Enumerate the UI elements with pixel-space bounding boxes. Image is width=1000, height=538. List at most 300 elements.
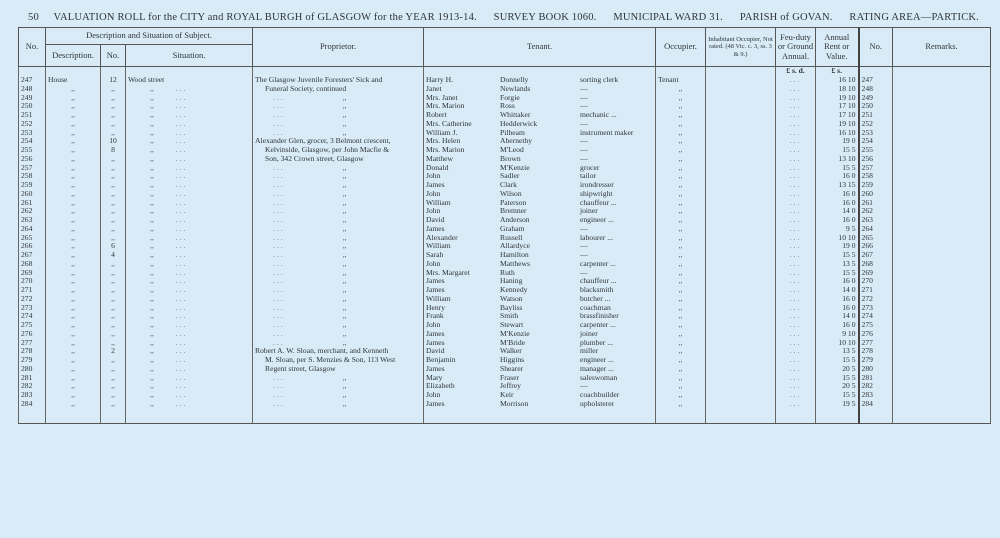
row-number-right: 256 xyxy=(859,155,893,164)
house-number: 4 xyxy=(101,251,126,260)
tenant-occupation: carpenter ... xyxy=(580,320,616,329)
leader-dots: ... xyxy=(175,355,188,364)
description-ditto: ,, xyxy=(46,199,101,208)
house-number-ditto: ,, xyxy=(101,85,126,94)
situation-ditto-mark: ,, xyxy=(150,162,154,172)
occupier-ditto: ,, xyxy=(656,295,706,304)
feu-duty: ... xyxy=(776,225,816,234)
annual-value: 10 10 xyxy=(816,339,859,348)
annual-value: 20 5 xyxy=(816,365,859,374)
annual-units: £ s. xyxy=(816,67,859,77)
occupier-ditto: ,, xyxy=(656,304,706,313)
tenant-occupation: chauffeur ... xyxy=(580,197,617,207)
house-number-ditto: ,, xyxy=(101,260,126,269)
situation-ditto xyxy=(126,242,253,251)
situation-ditto-mark: ,, xyxy=(150,206,154,216)
annual-value: 16 0 xyxy=(816,304,859,313)
inhabitant-occupier xyxy=(706,129,776,138)
tenant-first-name: James xyxy=(426,180,445,189)
situation-ditto xyxy=(126,382,253,391)
tenant-first-name: Janet xyxy=(426,83,442,93)
house-number-ditto: ,, xyxy=(101,181,126,190)
annual-value: 13 15 xyxy=(816,181,859,190)
proprietor-line: Regent street, Glasgow xyxy=(265,363,336,373)
tenant-surname: Whittaker xyxy=(500,110,531,119)
situation-ditto-mark: ,, xyxy=(150,101,154,111)
house-number-ditto: ,, xyxy=(101,155,126,164)
leader-dots: ... xyxy=(175,267,188,277)
tenant-occupation: engineer ... xyxy=(580,355,614,364)
col-desc-group: Description and Situation of Subject. xyxy=(46,28,253,45)
row-number: 249 xyxy=(19,94,46,103)
feu-duty: ... xyxy=(776,382,816,391)
occupier-ditto: ,, xyxy=(656,172,706,181)
situation-ditto xyxy=(126,181,253,190)
annual-value: 19 5 xyxy=(816,400,859,409)
feu-duty: ... xyxy=(776,76,816,85)
tenant xyxy=(424,400,656,409)
tenant xyxy=(424,216,656,225)
tenant-first-name: James xyxy=(426,337,445,347)
tenant-occupation: coachbuilder xyxy=(580,390,620,399)
house-number-ditto: ,, xyxy=(101,216,126,225)
feu-duty: ... xyxy=(776,190,816,199)
proprietor-dots: ... xyxy=(273,101,285,111)
feu-duty: ... xyxy=(776,181,816,190)
house-number-ditto: ,, xyxy=(101,356,126,365)
annual-value: 15 5 xyxy=(816,374,859,383)
tenant-occupation: sorting clerk xyxy=(580,75,619,84)
tenant-first-name: James xyxy=(426,398,445,408)
tenant-first-name: John xyxy=(426,320,441,329)
situation-ditto-mark: ,, xyxy=(150,110,154,119)
house-number-ditto: ,, xyxy=(101,339,126,348)
description-ditto: ,, xyxy=(46,356,101,365)
proprietor-ditto-mark: ,, xyxy=(342,398,347,408)
situation-ditto xyxy=(126,120,253,129)
tenant-surname: Brown xyxy=(500,153,521,163)
tenant-surname: Smith xyxy=(500,311,519,321)
col-tenant: Tenant. xyxy=(424,28,656,67)
tenant-surname: Keir xyxy=(500,390,514,399)
tenant-occupation: — xyxy=(580,118,588,128)
tenant-occupation: brassfinisher xyxy=(580,311,619,321)
row-number: 255 xyxy=(19,146,46,155)
feu-duty: ... xyxy=(776,234,816,243)
tenant-first-name: William xyxy=(426,241,451,251)
tenant-first-name: Mrs. Helen xyxy=(426,136,461,146)
situation-ditto xyxy=(126,321,253,330)
occupier-ditto: ,, xyxy=(656,120,706,129)
situation-ditto xyxy=(126,172,253,181)
inhabitant-occupier xyxy=(706,365,776,374)
occupier-ditto: ,, xyxy=(656,129,706,138)
tenant-surname: Kennedy xyxy=(500,285,528,294)
annual-value: 18 10 xyxy=(816,85,859,94)
annual-value: 9 5 xyxy=(816,225,859,234)
proprietor-ditto-mark: ,, xyxy=(342,293,347,303)
occupier-ditto: ,, xyxy=(656,242,706,251)
tenant-occupation: — xyxy=(580,136,588,146)
house-number-ditto: ,, xyxy=(101,207,126,216)
occupier-ditto: ,, xyxy=(656,260,706,269)
annual-value: 16 0 xyxy=(816,277,859,286)
tenant-occupation: — xyxy=(580,145,588,154)
proprietor-dots: ... xyxy=(273,250,285,259)
tenant-occupation: carpenter ... xyxy=(580,258,616,268)
tenant xyxy=(424,76,656,85)
description-ditto: ,, xyxy=(46,85,101,94)
tenant-first-name: Mrs. Marion xyxy=(426,145,465,154)
row-number-right: 277 xyxy=(859,339,893,348)
tenant-surname: Jeffrey xyxy=(500,381,521,391)
feu-duty: ... xyxy=(776,242,816,251)
situation-ditto-mark: ,, xyxy=(150,285,154,294)
remarks xyxy=(893,286,991,295)
house-number-ditto: ,, xyxy=(101,374,126,383)
row-number: 272 xyxy=(19,295,46,304)
tenant-occupation: joiner xyxy=(580,328,598,338)
row-number: 270 xyxy=(19,277,46,286)
tenant-surname: Russell xyxy=(500,232,523,242)
remarks xyxy=(893,172,991,181)
proprietor-ditto-mark: ,, xyxy=(342,215,347,224)
proprietor-dots: ... xyxy=(273,92,285,102)
description-ditto: ,, xyxy=(46,339,101,348)
proprietor-line: Son, 342 Crown street, Glasgow xyxy=(265,153,364,163)
annual-value: 10 10 xyxy=(816,234,859,243)
feu-duty: ... xyxy=(776,129,816,138)
tenant-first-name: Mrs. Catherine xyxy=(426,118,472,128)
remarks xyxy=(893,155,991,164)
feu-duty: ... xyxy=(776,111,816,120)
house-number-ditto: ,, xyxy=(101,365,126,374)
remarks xyxy=(893,164,991,173)
survey-book: SURVEY BOOK 1060. xyxy=(493,12,597,23)
row-number: 256 xyxy=(19,155,46,164)
occupier-ditto: ,, xyxy=(656,400,706,409)
tenant-first-name: Frank xyxy=(426,311,444,321)
house-number-ditto: ,, xyxy=(101,321,126,330)
leader-dots: ... xyxy=(175,337,188,347)
situation-ditto-mark: ,, xyxy=(150,241,154,251)
situation-ditto-mark: ,, xyxy=(150,180,154,189)
annual-value: 16 0 xyxy=(816,190,859,199)
annual-value: 9 10 xyxy=(816,330,859,339)
tenant-first-name: James xyxy=(426,328,445,338)
remarks xyxy=(893,94,991,103)
situation-ditto xyxy=(126,102,253,111)
proprietor xyxy=(253,346,424,373)
leader-dots: ... xyxy=(175,215,188,224)
description-ditto: ,, xyxy=(46,146,101,155)
description-ditto: ,, xyxy=(46,216,101,225)
proprietor-dots: ... xyxy=(273,311,285,321)
house-number-ditto: ,, xyxy=(101,199,126,208)
occupier-ditto: ,, xyxy=(656,137,706,146)
tenant xyxy=(424,85,656,94)
house-number: 6 xyxy=(101,242,126,251)
inhabitant-occupier xyxy=(706,295,776,304)
feu-duty: ... xyxy=(776,400,816,409)
feu-duty: ... xyxy=(776,207,816,216)
situation-ditto xyxy=(126,85,253,94)
situation-ditto-mark: ,, xyxy=(150,171,154,181)
house-number-ditto: ,, xyxy=(101,172,126,181)
inhabitant-occupier xyxy=(706,339,776,348)
proprietor-ditto-mark: ,, xyxy=(342,171,347,181)
situation-ditto xyxy=(126,199,253,208)
inhabitant-occupier xyxy=(706,269,776,278)
house-number-ditto: ,, xyxy=(101,120,126,129)
proprietor-ditto-mark: ,, xyxy=(342,258,347,268)
situation-ditto xyxy=(126,111,253,120)
description-ditto: ,, xyxy=(46,374,101,383)
row-number: 250 xyxy=(19,102,46,111)
remarks xyxy=(893,304,991,313)
row-number: 252 xyxy=(19,120,46,129)
inhabitant-occupier xyxy=(706,120,776,129)
feu-duty: ... xyxy=(776,199,816,208)
inhabitant-occupier xyxy=(706,234,776,243)
proprietor-line: Alexander Glen, grocer, 3 Belmont crescent, xyxy=(255,136,391,146)
tenant-first-name: Henry xyxy=(426,302,445,312)
description-ditto: ,, xyxy=(46,207,101,216)
col-feu: Feu-duty or Ground Annual. xyxy=(776,28,816,67)
inhabitant-occupier xyxy=(706,312,776,321)
annual-value: 13 10 xyxy=(816,155,859,164)
inhabitant-occupier xyxy=(706,111,776,120)
remarks xyxy=(893,146,991,155)
occupier-ditto: ,, xyxy=(656,146,706,155)
tenant-first-name: Mary xyxy=(426,372,443,382)
situation-ditto xyxy=(126,400,253,409)
situation-ditto-mark: ,, xyxy=(150,118,154,128)
situation-ditto-mark: ,, xyxy=(150,267,154,277)
remarks xyxy=(893,251,991,260)
inhabitant-occupier xyxy=(706,181,776,190)
rating-area: RATING AREA—PARTICK. xyxy=(849,12,980,23)
tenant-occupation: manager ... xyxy=(580,363,614,373)
inhabitant-occupier xyxy=(706,137,776,146)
leader-dots: ... xyxy=(175,136,188,146)
row-number: 278 xyxy=(19,347,46,356)
house-number: 10 xyxy=(101,137,126,146)
row-number-right: 266 xyxy=(859,242,893,251)
annual-value: 13 5 xyxy=(816,260,859,269)
tenant xyxy=(424,251,656,260)
leader-dots: ... xyxy=(175,311,188,321)
remarks xyxy=(893,216,991,225)
tenant-first-name: Sarah xyxy=(426,250,444,259)
tenant xyxy=(424,312,656,321)
annual-value: 15 5 xyxy=(816,356,859,365)
occupier-ditto: ,, xyxy=(656,251,706,260)
proprietor-ditto-mark: ,, xyxy=(342,372,347,382)
proprietor-line: Funeral Society, continued xyxy=(265,83,347,93)
situation-ditto xyxy=(126,137,253,146)
tenant-occupation: — xyxy=(580,101,588,111)
row-number-right: 255 xyxy=(859,146,893,155)
col-annual: Annual Rent or Value. xyxy=(816,28,859,67)
row-number-right: 258 xyxy=(859,172,893,181)
description-ditto: ,, xyxy=(46,391,101,400)
feu-duty: ... xyxy=(776,146,816,155)
feu-duty: ... xyxy=(776,330,816,339)
leader-dots: ... xyxy=(175,328,188,338)
annual-value: 16 0 xyxy=(816,216,859,225)
remarks xyxy=(893,391,991,400)
proprietor-ditto-mark: ,, xyxy=(342,232,347,242)
proprietor-dots: ... xyxy=(273,285,285,294)
description-ditto: ,, xyxy=(46,242,101,251)
tenant-surname: Shearer xyxy=(500,363,524,373)
situation-ditto-mark: ,, xyxy=(150,127,154,137)
tenant-first-name: David xyxy=(426,346,445,356)
description-ditto: ,, xyxy=(46,225,101,234)
row-number: 253 xyxy=(19,129,46,138)
inhabitant-occupier xyxy=(706,85,776,94)
situation-ditto-mark: ,, xyxy=(150,320,154,329)
proprietor-ditto-mark: ,, xyxy=(342,110,347,119)
situation-ditto-mark: ,, xyxy=(150,232,154,242)
situation-ditto xyxy=(126,207,253,216)
description-ditto: ,, xyxy=(46,111,101,120)
situation-ditto-mark: ,, xyxy=(150,372,154,382)
remarks xyxy=(893,260,991,269)
row-number-right: 281 xyxy=(859,374,893,383)
proprietor-dots: ... xyxy=(273,337,285,347)
tenant-occupation: upholsterer xyxy=(580,398,615,408)
tenant-occupation: saleswoman xyxy=(580,372,618,382)
proprietor-dots: ... xyxy=(273,197,285,207)
situation-ditto xyxy=(126,146,253,155)
proprietor-dots: ... xyxy=(273,180,285,189)
house-number-ditto: ,, xyxy=(101,234,126,243)
proprietor-ditto-mark: ,, xyxy=(342,118,347,128)
tenant xyxy=(424,199,656,208)
tenant-occupation: instrument maker xyxy=(580,127,634,137)
leader-dots: ... xyxy=(175,206,188,216)
description-ditto: ,, xyxy=(46,286,101,295)
tenant-surname: Sadler xyxy=(500,171,520,181)
row-number: 274 xyxy=(19,312,46,321)
annual-value: 14 0 xyxy=(816,286,859,295)
house-number-ditto: ,, xyxy=(101,277,126,286)
remarks xyxy=(893,374,991,383)
row-number: 284 xyxy=(19,400,46,409)
tenant-surname: Fraser xyxy=(500,372,519,382)
row-number: 273 xyxy=(19,304,46,313)
proprietor-dots: ... xyxy=(273,276,285,286)
annual-value: 19 10 xyxy=(816,94,859,103)
occupier: Tenant xyxy=(656,76,706,85)
tenant xyxy=(424,382,656,391)
inhabitant-occupier xyxy=(706,216,776,225)
description-ditto: ,, xyxy=(46,129,101,138)
row-number: 258 xyxy=(19,172,46,181)
row-number-right: 249 xyxy=(859,94,893,103)
col-inhabitant: Inhabitant Occupier, Not rated. (48 Vic. c. 3, ss. 3 & 9.) xyxy=(706,28,776,67)
inhabitant-occupier xyxy=(706,164,776,173)
leader-dots: ... xyxy=(175,188,188,198)
row-number: 280 xyxy=(19,365,46,374)
tenant xyxy=(424,356,656,365)
row-number-right: 264 xyxy=(859,225,893,234)
situation-ditto xyxy=(126,356,253,365)
tenant-surname: M'Kenzie xyxy=(500,328,530,338)
proprietor-ditto-mark: ,, xyxy=(342,206,347,216)
annual-value: 15 5 xyxy=(816,146,859,155)
tenant-first-name: James xyxy=(426,285,445,294)
occupier-ditto: ,, xyxy=(656,382,706,391)
tenant-first-name: John xyxy=(426,206,441,216)
inhabitant-occupier xyxy=(706,391,776,400)
house-number-ditto: ,, xyxy=(101,391,126,400)
tenant-first-name: Alexander xyxy=(426,232,458,242)
proprietor-ditto-mark: ,, xyxy=(342,162,347,172)
proprietor xyxy=(253,75,424,93)
tenant-surname: Newlands xyxy=(500,83,531,93)
situation-ditto-mark: ,, xyxy=(150,337,154,347)
tenant-occupation: engineer ... xyxy=(580,215,614,224)
situation-ditto-mark: ,, xyxy=(150,136,154,146)
row-number: 283 xyxy=(19,391,46,400)
annual-value: 19 10 xyxy=(816,120,859,129)
tenant-first-name: John xyxy=(426,188,441,198)
proprietor-ditto-mark: ,, xyxy=(342,267,347,277)
situation-ditto xyxy=(126,374,253,383)
tenant-occupation: — xyxy=(580,381,588,391)
row-number: 277 xyxy=(19,339,46,348)
tenant xyxy=(424,102,656,111)
tenant-first-name: John xyxy=(426,258,441,268)
row-number-right: 278 xyxy=(859,347,893,356)
remarks xyxy=(893,269,991,278)
situation-ditto-mark: ,, xyxy=(150,276,154,286)
situation-ditto-mark: ,, xyxy=(150,390,154,399)
annual-value: 16 10 xyxy=(816,76,859,85)
leader-dots: ... xyxy=(175,145,188,154)
tenant-first-name: Donald xyxy=(426,162,449,172)
tenant-surname: Hedderwick xyxy=(500,118,538,128)
proprietor-dots: ... xyxy=(273,223,285,233)
row-number: 247 xyxy=(19,76,46,85)
house-number-ditto: ,, xyxy=(101,382,126,391)
leader-dots: ... xyxy=(175,223,188,233)
annual-value: 15 5 xyxy=(816,391,859,400)
col-remarks: Remarks. xyxy=(893,28,991,67)
tenant-occupation: — xyxy=(580,241,588,251)
situation-ditto-mark: ,, xyxy=(150,188,154,198)
page-header xyxy=(28,12,993,23)
proprietor-dots: ... xyxy=(273,398,285,408)
remarks xyxy=(893,199,991,208)
occupier-ditto: ,, xyxy=(656,216,706,225)
situation-ditto-mark: ,, xyxy=(150,328,154,338)
feu-duty: ... xyxy=(776,269,816,278)
feu-duty: ... xyxy=(776,365,816,374)
occupier-ditto: ,, xyxy=(656,207,706,216)
proprietor-ditto-mark: ,, xyxy=(342,197,347,207)
description-ditto: ,, xyxy=(46,330,101,339)
row-number-right: 267 xyxy=(859,251,893,260)
situation-ditto-mark: ,, xyxy=(150,346,154,356)
remarks xyxy=(893,330,991,339)
tenant xyxy=(424,269,656,278)
description-ditto: ,, xyxy=(46,365,101,374)
row-number: 265 xyxy=(19,234,46,243)
